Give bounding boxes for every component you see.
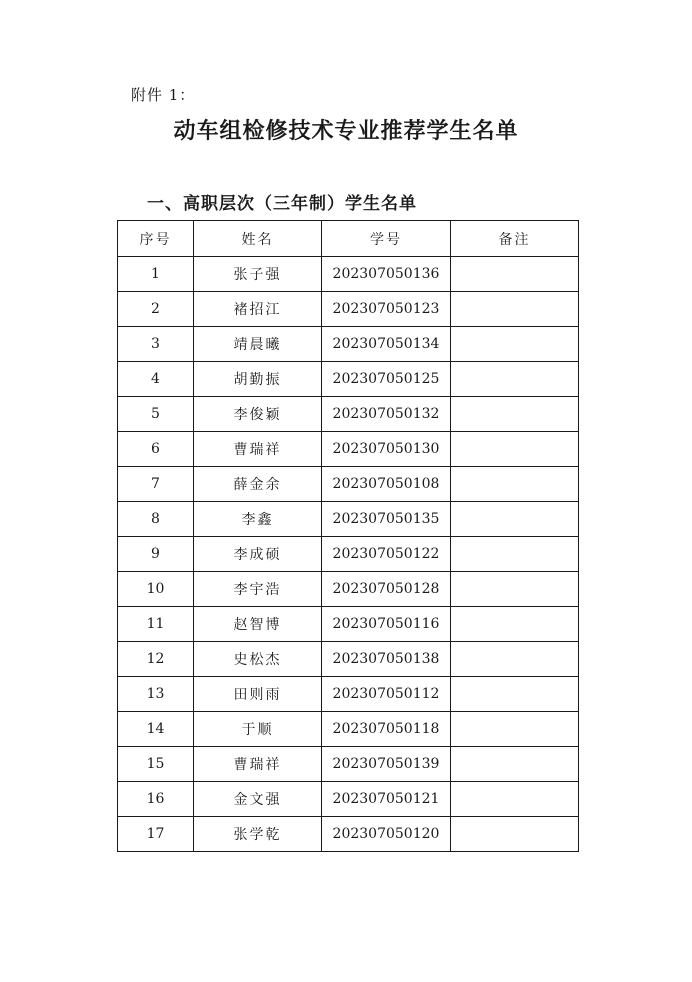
table-body xyxy=(118,257,579,852)
cell-name: 田则雨 xyxy=(194,677,322,712)
table-row xyxy=(118,432,579,467)
cell-student-id: 202307050108 xyxy=(322,467,451,502)
cell-index: 15 xyxy=(118,747,194,782)
cell-student-id: 202307050116 xyxy=(322,607,451,642)
cell-student-id: 202307050118 xyxy=(322,712,451,747)
cell-student-id: 202307050128 xyxy=(322,572,451,607)
cell-student-id: 202307050136 xyxy=(322,257,451,292)
header-student-id: 学号 xyxy=(322,221,451,257)
section-heading: 一、高职层次（三年制）学生名单 xyxy=(147,194,417,214)
cell-name: 张子强 xyxy=(194,257,322,292)
table-row xyxy=(118,677,579,712)
cell-name: 李俊颖 xyxy=(194,397,322,432)
cell-index: 16 xyxy=(118,782,194,817)
cell-student-id: 202307050123 xyxy=(322,292,451,327)
cell-student-id: 202307050120 xyxy=(322,817,451,852)
cell-remarks xyxy=(451,537,579,572)
cell-student-id: 202307050112 xyxy=(322,677,451,712)
table-header-row xyxy=(118,221,579,257)
cell-index: 3 xyxy=(118,327,194,362)
table-row xyxy=(118,537,579,572)
table-row xyxy=(118,362,579,397)
cell-name: 褚招江 xyxy=(194,292,322,327)
cell-name: 李成硕 xyxy=(194,537,322,572)
cell-remarks xyxy=(451,817,579,852)
attachment-label: 附件 1： xyxy=(131,86,196,104)
cell-index: 4 xyxy=(118,362,194,397)
cell-student-id: 202307050121 xyxy=(322,782,451,817)
cell-index: 1 xyxy=(118,257,194,292)
cell-remarks xyxy=(451,642,579,677)
cell-index: 11 xyxy=(118,607,194,642)
cell-student-id: 202307050125 xyxy=(322,362,451,397)
header-remarks: 备注 xyxy=(451,221,579,257)
cell-remarks xyxy=(451,397,579,432)
cell-remarks xyxy=(451,327,579,362)
cell-remarks xyxy=(451,467,579,502)
table-row xyxy=(118,607,579,642)
cell-index: 9 xyxy=(118,537,194,572)
cell-name: 张学乾 xyxy=(194,817,322,852)
header-name: 姓名 xyxy=(194,221,322,257)
table-row xyxy=(118,467,579,502)
cell-index: 8 xyxy=(118,502,194,537)
table-row xyxy=(118,327,579,362)
cell-remarks xyxy=(451,712,579,747)
cell-index: 7 xyxy=(118,467,194,502)
cell-remarks xyxy=(451,747,579,782)
cell-student-id: 202307050139 xyxy=(322,747,451,782)
table-row xyxy=(118,817,579,852)
cell-name: 曹瑞祥 xyxy=(194,432,322,467)
cell-name: 于顺 xyxy=(194,712,322,747)
table-row xyxy=(118,747,579,782)
cell-remarks xyxy=(451,782,579,817)
table-row xyxy=(118,642,579,677)
cell-name: 薛金余 xyxy=(194,467,322,502)
cell-name: 李宇浩 xyxy=(194,572,322,607)
student-roster-table xyxy=(117,220,579,852)
document-title: 动车组检修技术专业推荐学生名单 xyxy=(173,118,519,144)
cell-student-id: 202307050138 xyxy=(322,642,451,677)
cell-index: 10 xyxy=(118,572,194,607)
table-row xyxy=(118,712,579,747)
cell-remarks xyxy=(451,292,579,327)
cell-name: 曹瑞祥 xyxy=(194,747,322,782)
cell-student-id: 202307050135 xyxy=(322,502,451,537)
cell-name: 靖晨曦 xyxy=(194,327,322,362)
cell-remarks xyxy=(451,502,579,537)
table-row xyxy=(118,257,579,292)
cell-name: 史松杰 xyxy=(194,642,322,677)
table-row xyxy=(118,397,579,432)
table-row xyxy=(118,502,579,537)
cell-index: 6 xyxy=(118,432,194,467)
cell-name: 胡勤振 xyxy=(194,362,322,397)
cell-remarks xyxy=(451,257,579,292)
table-row xyxy=(118,782,579,817)
cell-student-id: 202307050132 xyxy=(322,397,451,432)
cell-name: 金文强 xyxy=(194,782,322,817)
cell-remarks xyxy=(451,432,579,467)
table-row xyxy=(118,572,579,607)
cell-student-id: 202307050130 xyxy=(322,432,451,467)
cell-index: 5 xyxy=(118,397,194,432)
cell-student-id: 202307050134 xyxy=(322,327,451,362)
cell-name: 李鑫 xyxy=(194,502,322,537)
cell-index: 14 xyxy=(118,712,194,747)
cell-remarks xyxy=(451,362,579,397)
header-index: 序号 xyxy=(118,221,194,257)
cell-name: 赵智博 xyxy=(194,607,322,642)
cell-remarks xyxy=(451,677,579,712)
cell-remarks xyxy=(451,607,579,642)
table-row xyxy=(118,292,579,327)
cell-index: 2 xyxy=(118,292,194,327)
cell-index: 12 xyxy=(118,642,194,677)
cell-remarks xyxy=(451,572,579,607)
cell-index: 13 xyxy=(118,677,194,712)
cell-student-id: 202307050122 xyxy=(322,537,451,572)
cell-index: 17 xyxy=(118,817,194,852)
